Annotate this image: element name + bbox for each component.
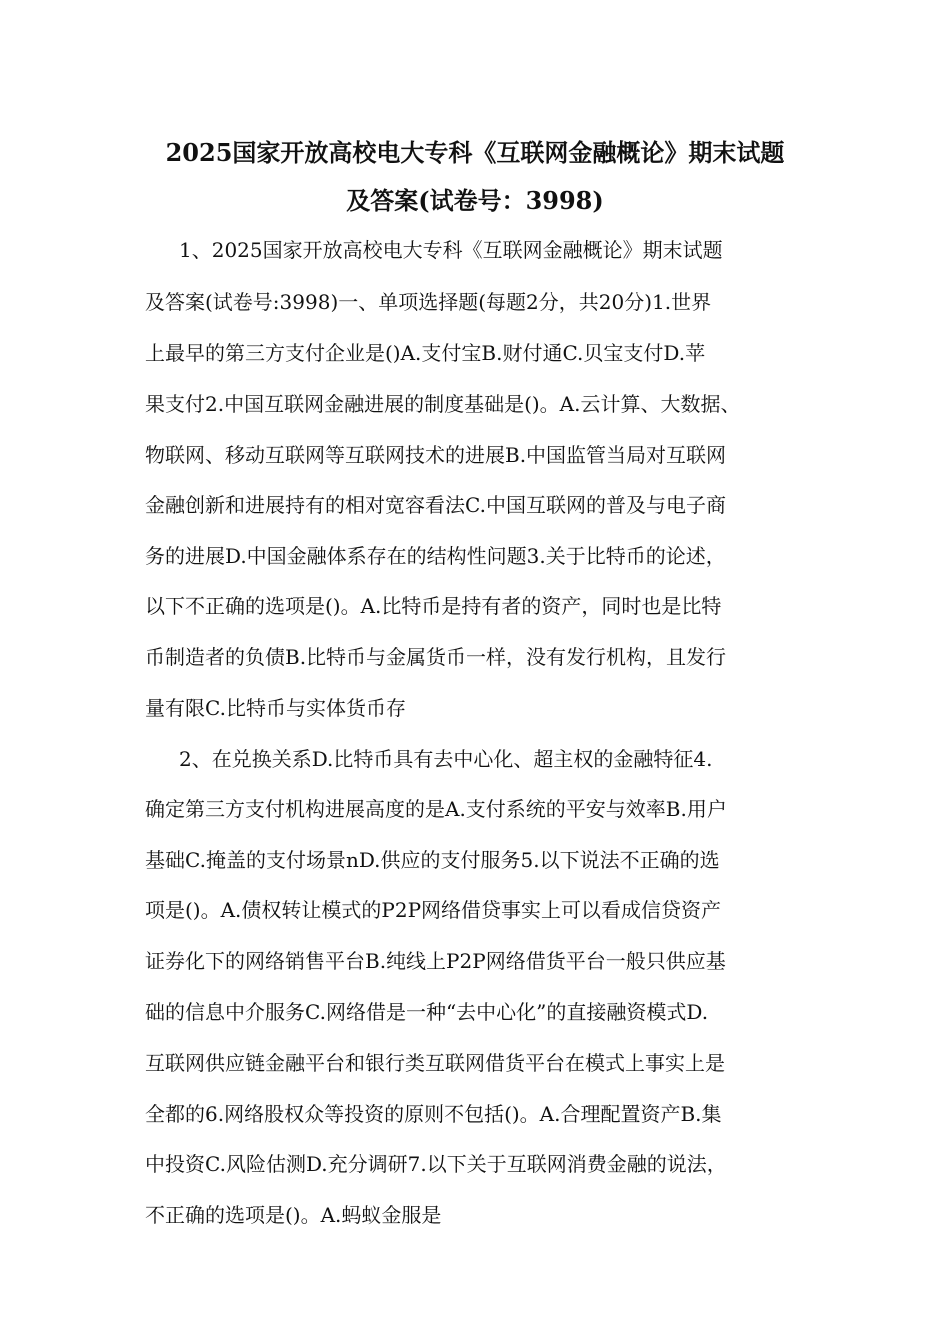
document-title-line-1: 2025国家开放高校电大专科《互联网金融概论》期末试题 <box>165 138 785 167</box>
paragraph-line: 上最早的第三方支付企业是()A.支付宝B.财付通C.贝宝支付D.苹 <box>145 341 706 365</box>
paragraph-line: 以下不正确的选项是()。A.比特币是持有者的资产，同时也是比特 <box>145 594 722 618</box>
paragraph-line: 全都的6.网络股权众等投资的原则不包括()。A.合理配置资产B.集 <box>145 1102 722 1126</box>
document-title-line-2: 及答案(试卷号：3998) <box>346 186 604 215</box>
paragraph-line: 2、在兑换关系D.比特币具有去中心化、超主权的金融特征4. <box>179 747 713 771</box>
paragraph-line: 及答案(试卷号:3998)一、单项选择题(每题2分，共20分)1.世界 <box>145 290 712 314</box>
paragraph-line: 量有限C.比特币与实体货币存 <box>145 696 406 720</box>
paragraph-line: 互联网供应链金融平台和银行类互联网借货平台在模式上事实上是 <box>145 1051 725 1075</box>
paragraph-line: 金融创新和进展持有的相对宽容看法C.中国互联网的普及与电子商 <box>145 493 726 517</box>
paragraph-line: 确定第三方支付机构进展高度的是A.支付系统的平安与效率B.用户 <box>145 797 727 821</box>
paragraph-line: 币制造者的负债B.比特币与金属货币一样，没有发行机构，且发行 <box>145 645 727 669</box>
paragraph-line: 不正确的选项是()。A.蚂蚁金服是 <box>145 1203 442 1227</box>
paragraph-line: 项是()。A.债权转让模式的P2P网络借贷事实上可以看成信贷资产 <box>145 898 722 922</box>
paragraph-line: 础的信息中介服务C.网络借是一种“去中心化”的直接融资模式D. <box>145 1000 709 1024</box>
paragraph-line: 证券化下的网络销售平台B.纯线上P2P网络借货平台一般只供应基 <box>145 949 726 973</box>
paragraph-line: 中投资C.风险估测D.充分调研7.以下关于互联网消费金融的说法， <box>145 1152 727 1176</box>
paragraph-line: 基础C.掩盖的支付场景nD.供应的支付服务5.以下说法不正确的选 <box>145 848 720 872</box>
paragraph-line: 务的进展D.中国金融体系存在的结构性问题3.关于比特币的论述， <box>145 544 726 568</box>
paragraph-line: 物联网、移动互联网等互联网技术的进展B.中国监管当局对互联网 <box>145 443 727 467</box>
paragraph-line: 1、2025国家开放高校电大专科《互联网金融概论》期末试题 <box>179 238 723 262</box>
paragraph-line: 果支付2.中国互联网金融进展的制度基础是()。A.云计算、大数据、 <box>145 392 741 416</box>
